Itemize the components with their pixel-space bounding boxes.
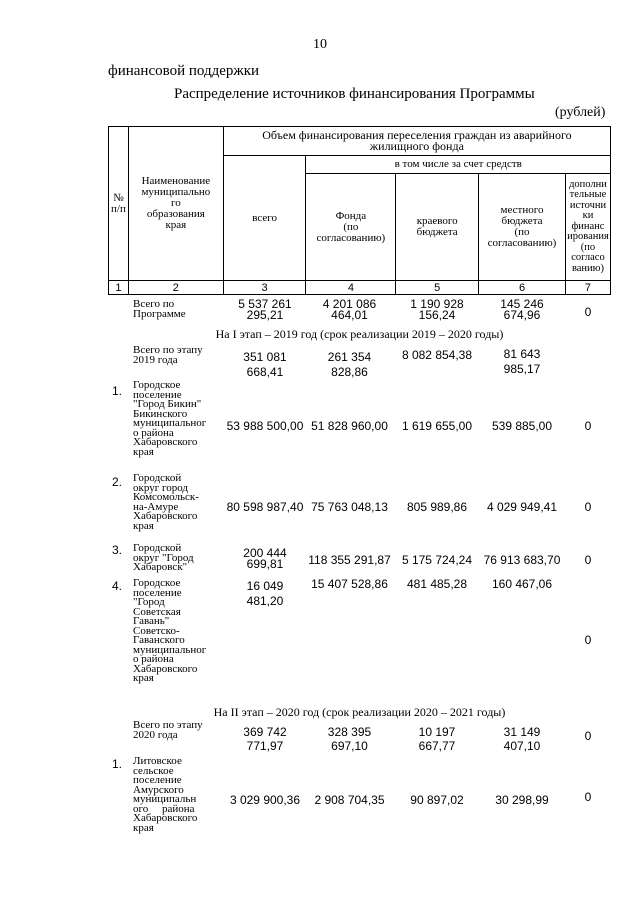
row-name: Всего по Программе: [133, 298, 186, 320]
column-number: 4: [306, 281, 396, 295]
row-name: Всего по этапу 2019 года: [133, 344, 203, 366]
row-number: 1.: [112, 757, 123, 771]
cell-extra: 0: [584, 790, 592, 804]
cell-total: 5 537 261 295,21: [238, 297, 292, 322]
cell-fund: 328 395 697,10: [327, 725, 372, 753]
cell-fund: 4 201 086 464,01: [322, 297, 377, 322]
column-number: 6: [479, 281, 566, 295]
header-including: в том числе за счет средств: [306, 156, 611, 174]
header-volume: Объем финансирования переселения граждан из аварийного жилищного фонда: [223, 127, 610, 156]
page-number: 10: [313, 37, 327, 52]
row-name: Городское поселение "Город Советская Гавань" Советско- Гаванского муниципальног о района Хабаровского края: [133, 577, 207, 684]
column-number: 5: [396, 281, 479, 295]
header-extra: дополни тельные источни ки финанс ирования (по согласо ванию): [565, 174, 610, 281]
cell-extra: 0: [584, 419, 592, 433]
cell-regional: 481 485,28: [406, 577, 468, 591]
cell-fund: 51 828 960,00: [311, 419, 388, 433]
cell-regional: 8 082 854,38: [401, 348, 473, 362]
cell-local: 539 885,00: [491, 419, 553, 433]
cell-total: 200 444 699,81: [243, 546, 287, 571]
cell-regional: 1 190 928 156,24: [410, 297, 464, 322]
cell-local: 145 246 674,96: [500, 297, 544, 322]
row-name: Городское поселение "Город Бикин" Бикинского муниципальног о района Хабаровского края: [133, 379, 207, 458]
cell-extra: 0: [584, 305, 592, 319]
cell-fund: 261 354 828,86: [327, 350, 372, 379]
row-number: 2.: [112, 475, 123, 489]
cell-regional: 1 619 655,00: [401, 419, 473, 433]
column-number: 3: [223, 281, 306, 295]
row-number: 4.: [112, 579, 123, 593]
row-name: Городской округ город Комсомольск- на-Амуре Хабаровского края: [133, 472, 199, 532]
row-number: 3.: [112, 543, 123, 557]
cell-extra: 0: [584, 553, 592, 567]
cell-regional: 5 175 724,24: [401, 553, 473, 567]
funding-table-header: [108, 126, 611, 295]
column-number: 7: [565, 281, 610, 295]
cell-fund: 2 908 704,35: [314, 793, 385, 807]
row-name: Городской округ "Город Хабаровск": [133, 542, 194, 573]
cell-local: 81 643 985,17: [503, 347, 541, 376]
header-name: Наименование муниципально го образования края: [128, 127, 223, 281]
cell-extra: 0: [584, 729, 592, 743]
column-number: 1: [109, 281, 129, 295]
unit-label: (рублей): [555, 105, 606, 120]
cell-fund: 118 355 291,87: [308, 553, 391, 567]
cell-total: 351 081 668,41: [243, 350, 287, 379]
cell-local: 4 029 949,41: [486, 500, 558, 514]
cell-regional: 90 897,02: [410, 793, 464, 807]
cell-total: 53 988 500,00: [226, 419, 304, 433]
cell-total: 3 029 900,36: [229, 793, 301, 807]
cell-total: 16 049 481,20: [246, 579, 284, 608]
cell-regional: 805 989,86: [406, 500, 468, 514]
cell-total: 369 742 771,97: [243, 725, 287, 753]
header-number: № п/п: [109, 127, 129, 281]
header-fund: Фонда (по согласованию): [306, 174, 396, 281]
preceding-text: финансовой поддержки: [108, 63, 260, 79]
cell-local: 160 467,06: [491, 577, 553, 591]
row-name: Литовское сельское поселение Амурского муниципальн ого района Хабаровского края: [133, 755, 198, 834]
column-number: 2: [128, 281, 223, 295]
header-local: местного бюджета (по согласованию): [479, 174, 566, 281]
cell-fund: 15 407 528,86: [311, 577, 388, 591]
cell-local: 30 298,99: [495, 793, 549, 807]
cell-extra: 0: [584, 500, 592, 514]
header-total: всего: [223, 156, 306, 281]
cell-regional: 10 197 667,77: [418, 725, 456, 753]
cell-fund: 75 763 048,13: [311, 500, 388, 514]
stage-2-title: На II этап – 2020 год (срок реализации 2020 – 2021 годы): [213, 705, 506, 719]
stage-1-title: На I этап – 2019 год (срок реализации 2019 – 2020 годы): [215, 327, 504, 341]
header-regional: краевого бюджета: [396, 174, 479, 281]
table-title: Распределение источников финансирования Программы: [174, 86, 535, 102]
cell-extra: 0: [584, 633, 592, 647]
row-number: 1.: [112, 384, 123, 398]
cell-local: 31 149 407,10: [503, 725, 541, 753]
cell-total: 80 598 987,40: [226, 500, 304, 514]
cell-local: 76 913 683,70: [483, 553, 561, 567]
row-name: Всего по этапу 2020 года: [133, 719, 203, 741]
